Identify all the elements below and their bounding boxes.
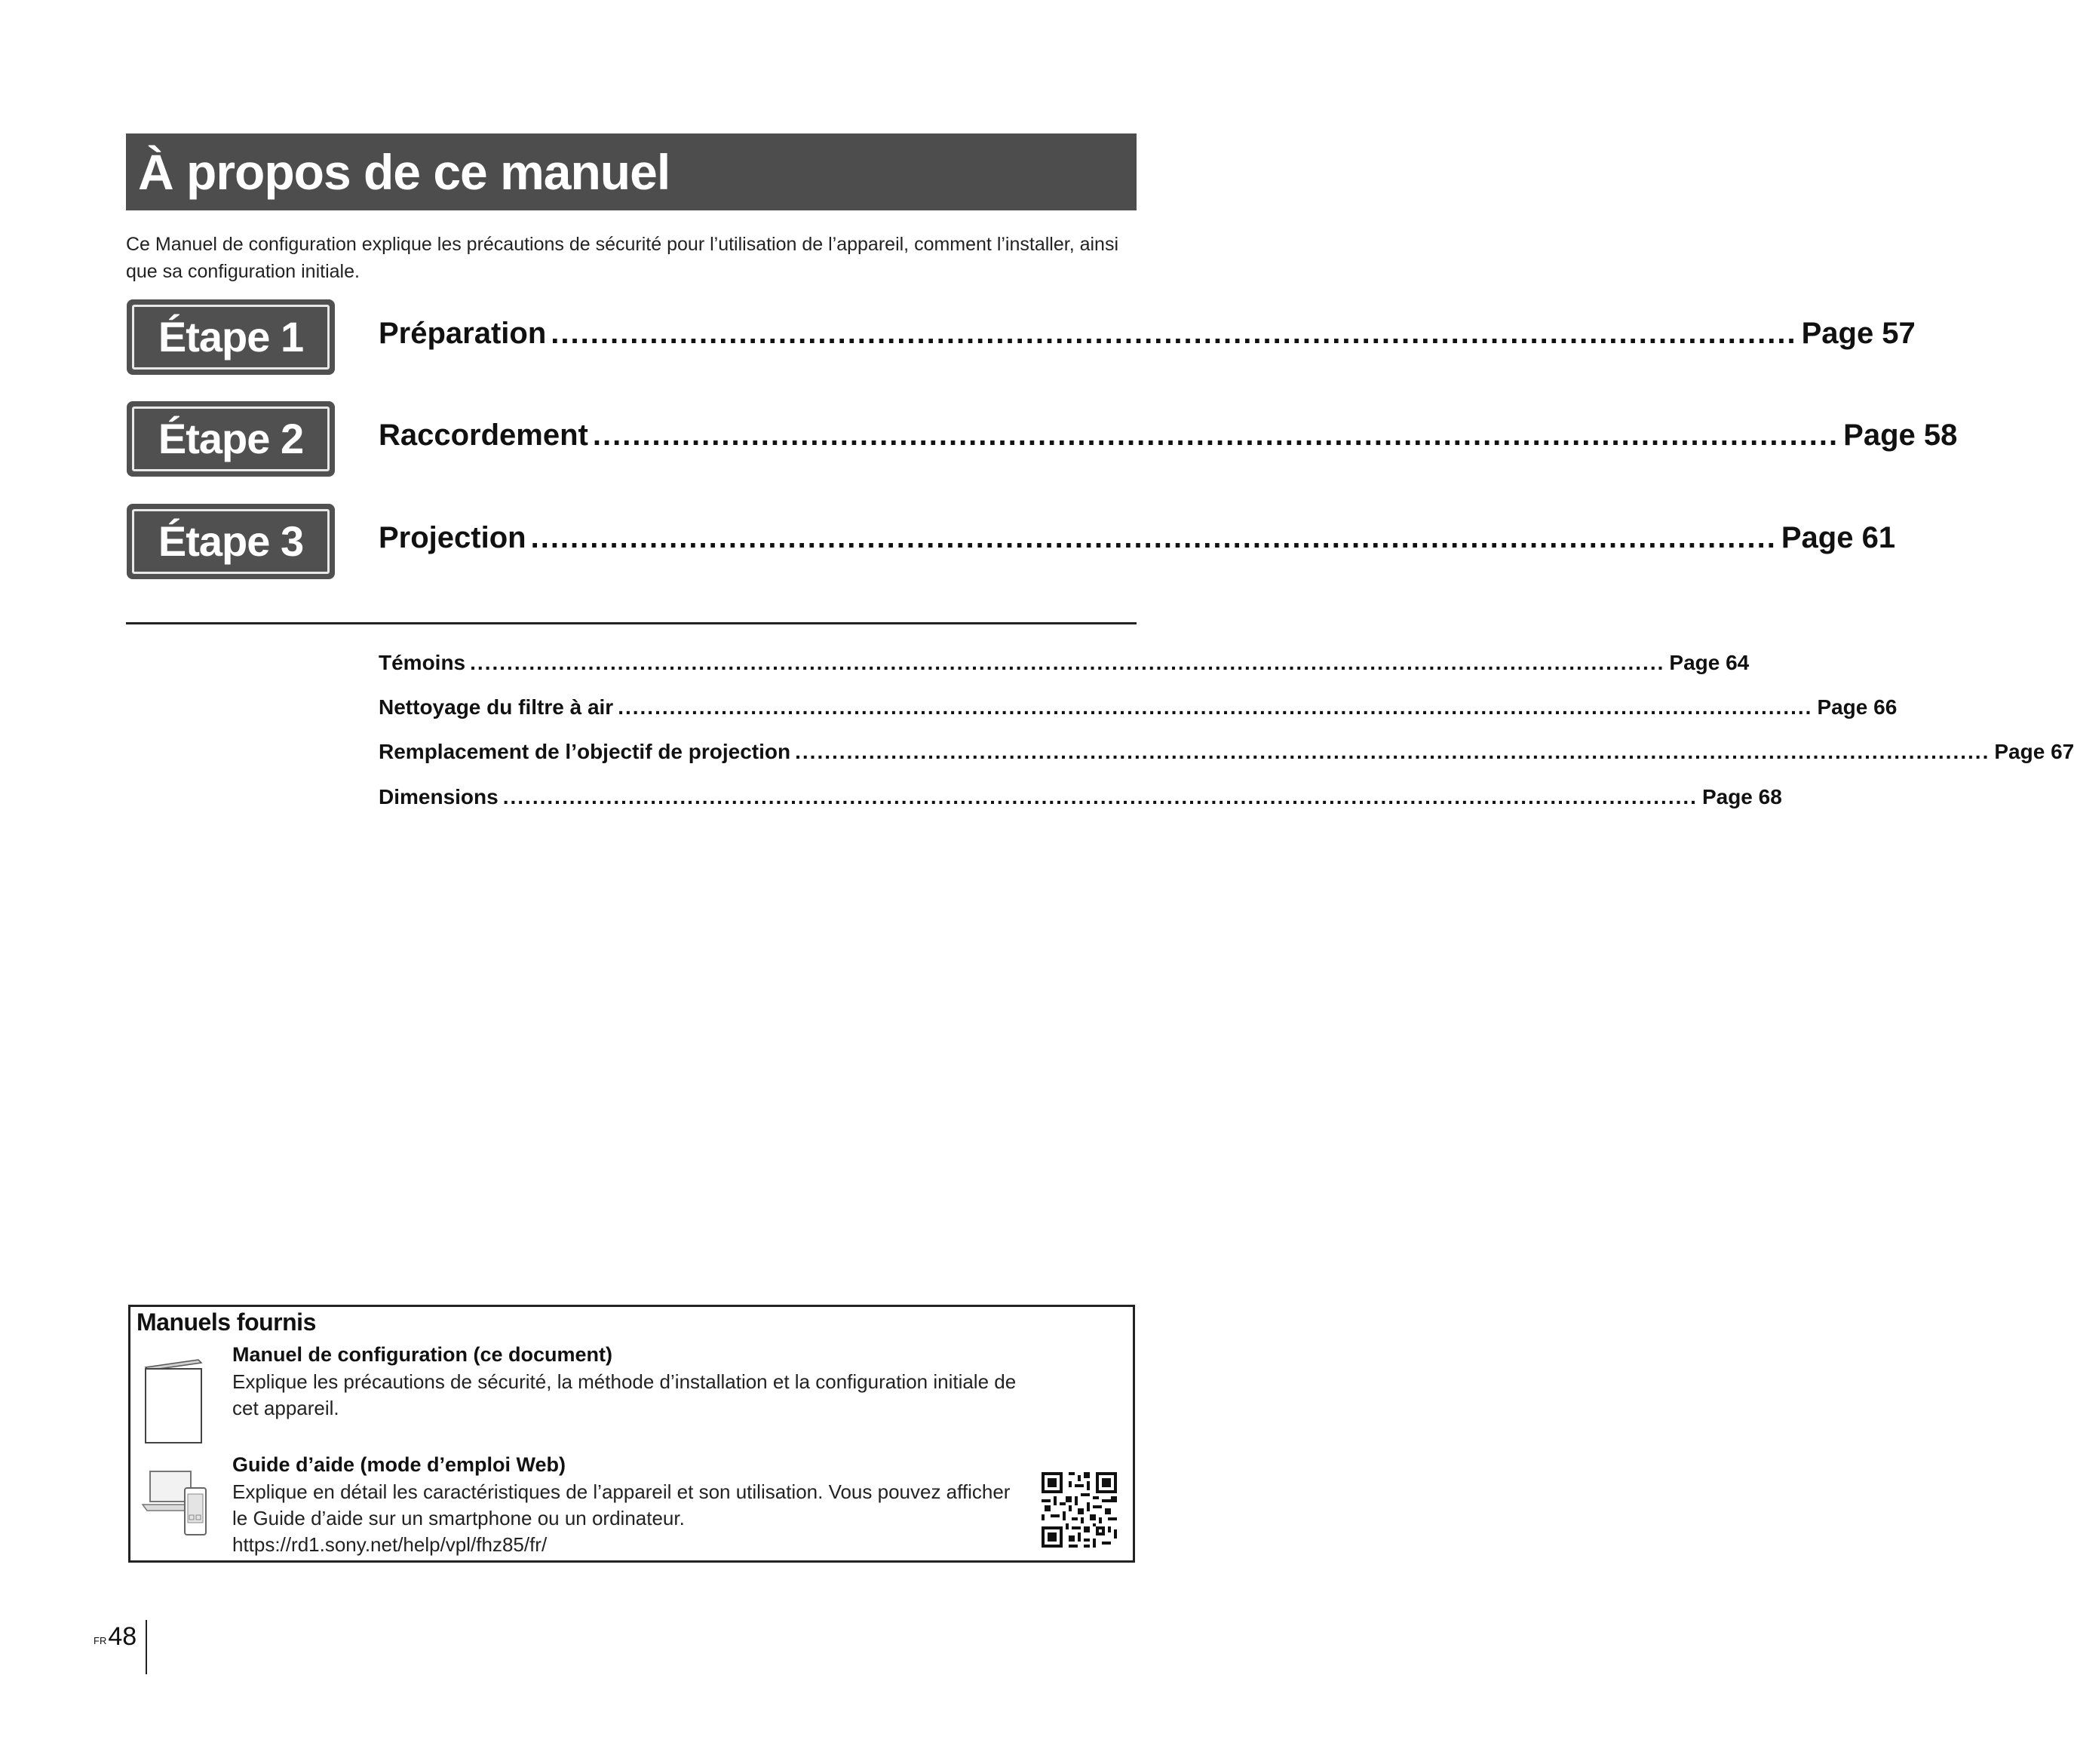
toc-entry-raccordement[interactable] (379, 419, 1958, 453)
help-guide-url[interactable]: https://rd1.sony.net/help/vpl/fhz85/fr/ (232, 1533, 548, 1556)
language-code: FR (94, 1635, 107, 1646)
toc-page: Page 67 (1994, 740, 2074, 763)
toc-label: Témoins (379, 651, 466, 674)
toc-page: Page 61 (1781, 521, 1896, 554)
manual-item-help-guide (232, 1450, 1017, 1558)
manual-name: Manuel de configuration (ce document) (232, 1343, 613, 1366)
section-divider (126, 622, 1137, 624)
step-badge-label: Étape 1 (132, 305, 330, 370)
page-number (94, 1620, 147, 1674)
toc-label: Raccordement (379, 419, 588, 452)
step-badge-1 (127, 299, 335, 375)
toc-entry-remplacement[interactable] (379, 740, 2074, 764)
manuals-title: Manuels fournis (137, 1308, 316, 1336)
step-badge-label: Étape 3 (132, 509, 330, 574)
intro-text: Ce Manuel de configuration explique les précautions de sécurité pour l’utilisation de l’appareil, comment l’installer, ainsi que sa configuration initiale. (126, 234, 1119, 282)
toc-label: Préparation (379, 317, 547, 350)
toc-page: Page 58 (1843, 419, 1958, 452)
toc-leader: .................................................................................................................................................................. (470, 651, 1665, 674)
toc-leader: .................................................................................................................................................................. (618, 695, 1813, 719)
toc-entry-temoins[interactable] (379, 651, 1750, 675)
step-badge-label: Étape 2 (132, 406, 330, 471)
toc-leader: .............................................................................................................................. (551, 317, 1797, 350)
toc-entry-preparation[interactable] (379, 317, 1916, 351)
laptop-smartphone-icon (141, 1465, 210, 1538)
toc-label: Remplacement de l’objectif de projection (379, 740, 791, 763)
toc-page: Page 57 (1801, 317, 1916, 350)
toc-page: Page 64 (1669, 651, 1750, 674)
page-title: À propos de ce manuel (126, 133, 1137, 210)
document-icon (144, 1357, 204, 1444)
toc-entry-dimensions[interactable] (379, 785, 1782, 809)
toc-page: Page 66 (1817, 695, 1898, 719)
toc-leader: .............................................................................................................................. (592, 419, 1839, 452)
step-badge-3 (127, 504, 335, 579)
manual-desc: Explique en détail les caractéristiques de l’appareil et son utilisation. Vous pouvez afficher le Guide d’aide sur un smartphone ou un ordinateur. (232, 1480, 1011, 1529)
toc-leader: .................................................................................................................................................................. (502, 785, 1698, 808)
manual-desc: Explique les précautions de sécurité, la méthode d’installation et la configuration initiale de cet appareil. (232, 1370, 1017, 1419)
toc-entry-projection[interactable] (379, 521, 1896, 555)
manual-name: Guide d’aide (mode d’emploi Web) (232, 1453, 566, 1476)
toc-entry-nettoyage[interactable] (379, 695, 1898, 719)
page-number-value: 48 (108, 1622, 137, 1651)
toc-leader: .................................................................................................................................................................. (795, 740, 1990, 763)
manuals-box (128, 1305, 1135, 1563)
toc-page: Page 68 (1701, 785, 1782, 808)
toc-label: Dimensions (379, 785, 499, 808)
toc-leader: .............................................................................................................................. (530, 521, 1777, 554)
qr-code-icon[interactable] (1042, 1472, 1117, 1548)
toc-label: Nettoyage du filtre à air (379, 695, 614, 719)
manual-item-configuration (232, 1340, 1017, 1422)
step-badge-2 (127, 401, 335, 477)
toc-label: Projection (379, 521, 526, 554)
